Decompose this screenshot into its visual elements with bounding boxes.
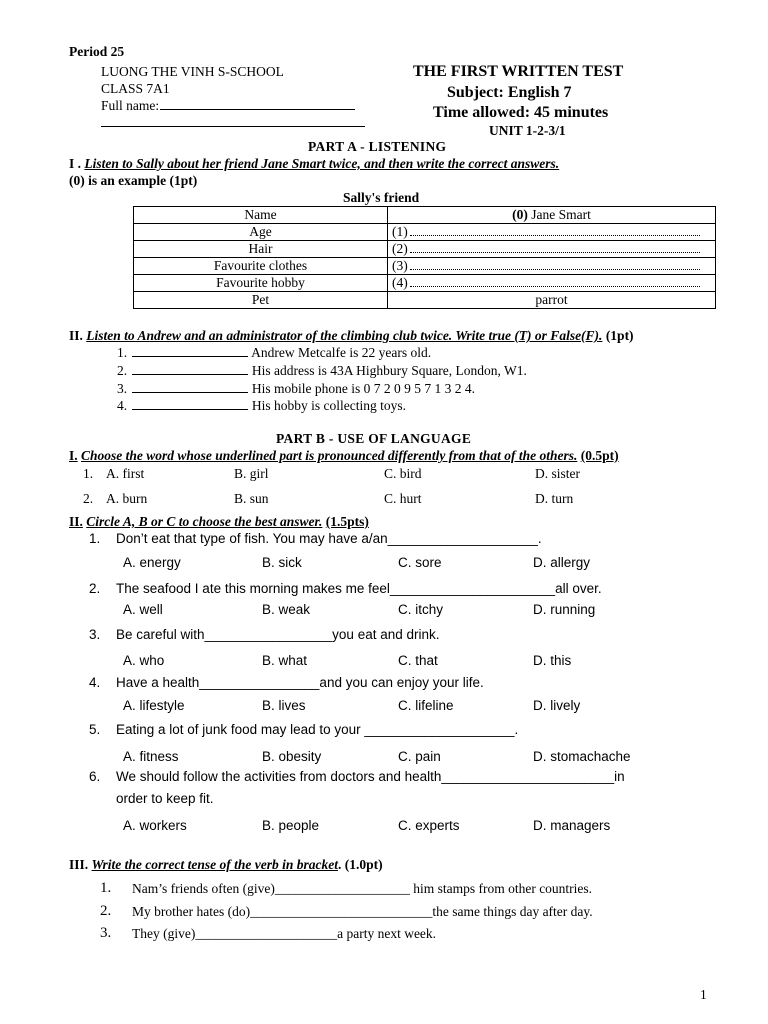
pron-option[interactable]: D. sister xyxy=(535,466,580,481)
full-name-second-line[interactable] xyxy=(101,126,365,127)
verb-item-text: Nam’s friends often (give)____________________ him stamps from other countries. xyxy=(132,881,593,896)
pron-option[interactable]: C. hurt xyxy=(384,491,422,506)
item-text: His hobby is collecting toys. xyxy=(251,398,406,413)
mc-option[interactable]: B. sick xyxy=(262,555,302,570)
row-number: (3) xyxy=(392,258,408,273)
pron-option[interactable]: D. turn xyxy=(535,491,574,506)
tf-item xyxy=(117,363,527,379)
pron-option[interactable]: B. girl xyxy=(234,466,269,481)
row-number: (2) xyxy=(392,241,408,256)
section-points: (1pt) xyxy=(605,328,634,343)
row-label: Favourite clothes xyxy=(134,258,388,275)
item-number: 4. xyxy=(117,398,128,413)
mc-option[interactable]: D. running xyxy=(533,602,596,617)
part-a-title: PART A - LISTENING xyxy=(308,139,447,154)
mc-question-number: 3. xyxy=(89,627,101,642)
section-number: III. xyxy=(69,857,89,872)
mc-option[interactable]: D. managers xyxy=(533,818,611,833)
verb-item-text: They (give)_____________________a party next week. xyxy=(132,926,437,941)
part-b-section-3-heading xyxy=(69,857,383,873)
mc-question-number: 1. xyxy=(89,531,101,546)
part-b-section-1-heading xyxy=(69,448,619,464)
pron-option[interactable]: A. burn xyxy=(106,491,148,506)
mc-question-text: Have a health________________and you can enjoy your life. xyxy=(116,675,484,690)
section-points: (1.5pts) xyxy=(325,514,369,529)
answer-dotted-line[interactable] xyxy=(410,269,700,270)
row-label: Pet xyxy=(134,292,388,309)
mc-option[interactable]: B. weak xyxy=(262,602,311,617)
mc-question-text: Be careful with_________________you eat and drink. xyxy=(116,627,440,642)
mc-option[interactable]: A. who xyxy=(123,653,165,668)
section-number: I. xyxy=(69,448,78,463)
section-points: (0.5pt) xyxy=(580,448,619,463)
mc-question-text: We should follow the activities from doctors and health_______________________in xyxy=(116,769,625,784)
answer-dotted-line[interactable] xyxy=(410,235,700,236)
mc-question-number: 6. xyxy=(89,769,101,784)
example-note: (0) is an example (1pt) xyxy=(69,173,198,188)
table-row xyxy=(134,292,716,309)
table-title: Sally's friend xyxy=(343,190,420,205)
row-label: Name xyxy=(134,207,388,224)
answer-cell[interactable] xyxy=(388,224,716,241)
row-answer: Jane Smart xyxy=(527,207,591,222)
time-allowed: Time allowed: 45 minutes xyxy=(433,104,609,121)
pron-number: 2. xyxy=(83,491,94,506)
test-title: THE FIRST WRITTEN TEST xyxy=(413,63,624,80)
part-b-section-2-heading xyxy=(69,514,369,530)
pron-option[interactable]: C. bird xyxy=(384,466,422,481)
row-value xyxy=(388,207,716,224)
item-text: His address is 43A Highbury Square, London, W1. xyxy=(251,363,527,378)
table-row xyxy=(134,224,716,241)
sally-friend-table xyxy=(133,206,716,309)
mc-option[interactable]: D. lively xyxy=(533,698,581,713)
mc-question-text: Eating a lot of junk food may lead to your ____________________. xyxy=(116,722,519,737)
part-a-section-1-heading xyxy=(69,156,559,172)
mc-option[interactable]: B. what xyxy=(262,653,308,668)
row-label: Age xyxy=(134,224,388,241)
tf-item xyxy=(117,345,431,361)
pron-option[interactable]: A. first xyxy=(106,466,145,481)
mc-option[interactable]: D. stomachache xyxy=(533,749,631,764)
section-points: . (1.0pt) xyxy=(337,857,383,872)
answer-dotted-line[interactable] xyxy=(410,252,700,253)
mc-question-text: The seafood I ate this morning makes me feel______________________all over. xyxy=(116,581,602,596)
mc-option[interactable]: B. lives xyxy=(262,698,306,713)
mc-option[interactable]: D. this xyxy=(533,653,572,668)
answer-blank[interactable] xyxy=(132,391,248,393)
mc-question-number: 5. xyxy=(89,722,101,737)
mc-option[interactable]: B. people xyxy=(262,818,320,833)
verb-item-number: 2. xyxy=(100,903,112,919)
period-label: Period 25 xyxy=(69,44,125,59)
row-answer: parrot xyxy=(535,292,568,307)
full-name-field[interactable] xyxy=(101,98,356,114)
mc-option[interactable]: C. lifeline xyxy=(398,698,454,713)
item-number: 1. xyxy=(117,345,128,360)
verb-item-number: 3. xyxy=(100,925,112,941)
mc-option[interactable]: D. allergy xyxy=(533,555,591,570)
table-row xyxy=(134,241,716,258)
item-number: 2. xyxy=(117,363,128,378)
page-number: 1 xyxy=(700,987,707,1002)
pron-number: 1. xyxy=(83,466,94,481)
row-label: Hair xyxy=(134,241,388,258)
section-instruction: Listen to Andrew and an administrator of the climbing club twice. Write true (T) or False(F). xyxy=(86,328,603,343)
mc-option[interactable]: A. workers xyxy=(123,818,187,833)
answer-cell[interactable] xyxy=(388,241,716,258)
verb-item-number: 1. xyxy=(100,880,112,896)
part-b-title: PART B - USE OF LANGUAGE xyxy=(276,431,472,446)
mc-option[interactable]: C. experts xyxy=(398,818,460,833)
row-label: Favourite hobby xyxy=(134,275,388,292)
row-value xyxy=(388,292,716,309)
row-number: (0) xyxy=(512,207,528,222)
mc-question-number: 2. xyxy=(89,581,101,596)
answer-cell[interactable] xyxy=(388,275,716,292)
row-number: (4) xyxy=(392,275,408,290)
answer-dotted-line[interactable] xyxy=(410,286,700,287)
item-number: 3. xyxy=(117,381,128,396)
section-instruction: Write the correct tense of the verb in bracket xyxy=(91,857,338,872)
section-instruction: Circle A, B or C to choose the best answer. xyxy=(86,514,323,529)
section-number: II. xyxy=(69,328,83,343)
mc-option[interactable]: C. sore xyxy=(398,555,442,570)
class-name: CLASS 7A1 xyxy=(101,81,170,96)
school-name: LUONG THE VINH S-SCHOOL xyxy=(101,64,284,79)
tf-item xyxy=(117,398,406,414)
answer-blank[interactable] xyxy=(132,355,248,357)
answer-blank[interactable] xyxy=(132,373,248,375)
unit-label: UNIT 1-2-3/1 xyxy=(489,123,566,138)
mc-option[interactable]: A. energy xyxy=(123,555,181,570)
mc-option[interactable]: B. obesity xyxy=(262,749,322,764)
section-instruction: Choose the word whose underlined part is pronounced differently from that of the others. xyxy=(81,448,578,463)
mc-question-text-continued: order to keep fit. xyxy=(116,791,214,806)
full-name-blank[interactable] xyxy=(160,108,355,110)
pron-option[interactable]: B. sun xyxy=(234,491,269,506)
tf-item xyxy=(117,381,475,397)
answer-blank[interactable] xyxy=(132,408,248,410)
mc-option[interactable]: C. itchy xyxy=(398,602,444,617)
table-row xyxy=(134,207,716,224)
mc-option[interactable]: A. well xyxy=(123,602,163,617)
section-number: II. xyxy=(69,514,83,529)
mc-option[interactable]: A. lifestyle xyxy=(123,698,185,713)
section-instruction: Listen to Sally about her friend Jane Smart twice, and then write the correct answers. xyxy=(84,156,560,171)
mc-option[interactable]: C. that xyxy=(398,653,438,668)
subject-line: Subject: English 7 xyxy=(447,84,572,101)
mc-option[interactable]: C. pain xyxy=(398,749,441,764)
mc-question-text: Don’t eat that type of fish. You may have a/an____________________. xyxy=(116,531,542,546)
table-row xyxy=(134,258,716,275)
full-name-label: Full name: xyxy=(101,98,160,113)
item-text: Andrew Metcalfe is 22 years old. xyxy=(251,345,432,360)
verb-item-text: My brother hates (do)___________________________the same things day after day. xyxy=(132,904,593,919)
part-a-section-2-heading xyxy=(69,328,634,344)
item-text: His mobile phone is 0 7 2 0 9 5 7 1 3 2 4. xyxy=(251,381,475,396)
row-number: (1) xyxy=(392,224,408,239)
answer-cell[interactable] xyxy=(388,258,716,275)
table-row xyxy=(134,275,716,292)
mc-question-number: 4. xyxy=(89,675,101,690)
section-number: I . xyxy=(69,156,82,171)
mc-option[interactable]: A. fitness xyxy=(123,749,179,764)
